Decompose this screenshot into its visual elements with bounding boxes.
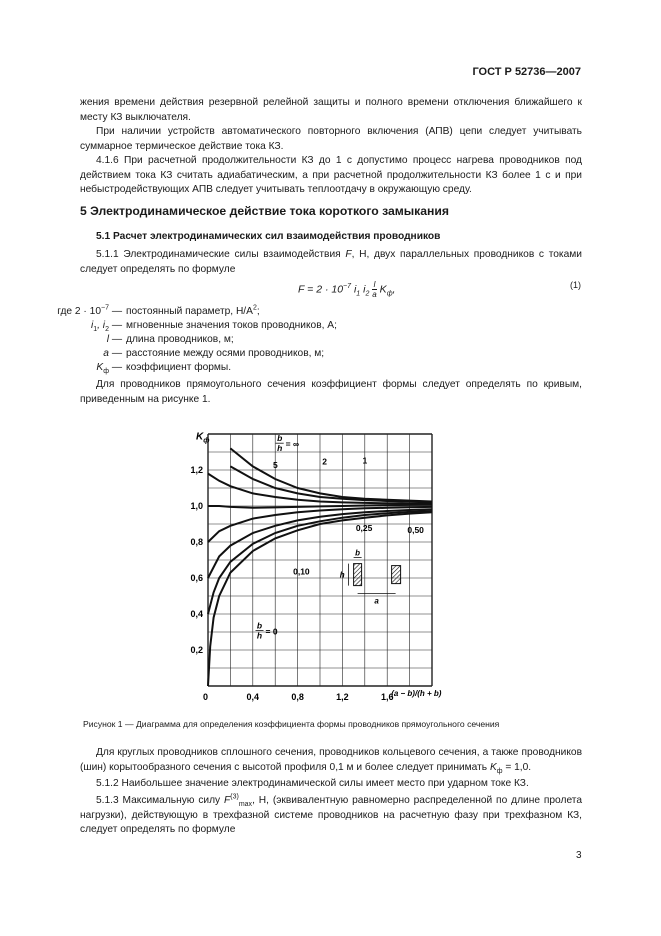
- y-tick-label: 0,8: [190, 537, 203, 547]
- conductor-shape: [392, 566, 401, 584]
- x-axis-label: (a − b)/(h + b): [391, 689, 442, 698]
- figure-caption: Рисунок 1 — Диаграмма для определения коэффициента формы проводников прямоугольного сечения: [83, 719, 500, 729]
- inset-label: h: [339, 570, 345, 580]
- y-axis-label-sub: ф: [203, 437, 210, 445]
- section-title: 5 Электродинамическое действие тока короткого замыкания: [80, 204, 450, 218]
- series-label: b: [277, 433, 283, 444]
- series-label: 1: [362, 455, 368, 466]
- series-label: b: [256, 620, 263, 631]
- subsection-title: 5.1 Расчет электродинамических сил взаимодействия проводников: [96, 231, 441, 242]
- y-tick-label: 1,0: [190, 501, 203, 511]
- definition-desc: длина проводников, м;: [126, 334, 234, 345]
- inset-label: a: [374, 596, 379, 606]
- series-label: h: [256, 630, 263, 641]
- paragraph: При наличии устройств автоматического повторного включения (АПВ) цепи следует учитывать суммарное термическое действие тока КЗ.: [80, 126, 582, 152]
- paragraph: жения времени действия резервной релейной защиты и полного времени отключения ближайшего к месту КЗ выключателя.: [80, 97, 582, 123]
- series-label: 5: [272, 460, 278, 471]
- y-tick-label: 0,2: [190, 645, 203, 655]
- conductor-shape: [354, 564, 362, 586]
- definition-term: $K_ф$ —: [96, 362, 122, 376]
- x-tick-label: 1,2: [336, 692, 349, 702]
- definition-term: l —: [106, 334, 122, 345]
- definition-desc: коэффициент формы.: [126, 362, 232, 373]
- y-tick-label: 0,4: [190, 609, 203, 619]
- inset-label: b: [355, 548, 361, 558]
- paragraph: 4.1.6 При расчетной продолжительности КЗ до 1 с допустимо процесс нагрева проводников под действием тока КЗ считать адиабатическим, а при расчетной продолжительности КЗ более 1 с и при небыстродействующих АПВ следует учитывать теплоотдачу в окружающую среду.: [80, 155, 582, 195]
- definition-desc: постоянный параметр, $Н/А^2$;: [126, 304, 260, 317]
- series-label: 2: [322, 456, 327, 467]
- paragraph-5-1-1: 5.1.1 Электродинамические силы взаимодействия F, Н, двух параллельных проводников с токами следует определять по формуле: [80, 249, 582, 275]
- chart-labels: [196, 431, 442, 698]
- formula-number: (1): [570, 280, 581, 290]
- x-tick-label: 0,4: [246, 692, 260, 702]
- x-tick-label: 0,8: [291, 692, 304, 702]
- series-line: [230, 448, 432, 501]
- series-label: = 0: [265, 626, 278, 637]
- document-header: ГОСТ Р 52736—2007: [472, 66, 581, 78]
- paragraph-5-1-2: 5.1.2 Наибольшее значение электродинамической силы имеет место при ударном токе КЗ.: [96, 778, 529, 789]
- y-tick-label: 0,6: [190, 573, 203, 583]
- paragraph: Для круглых проводников сплошного сечения, проводников кольцевого сечения, а также проводников (шин) корытообразного сечения с высотой профиля 0,1 м и более следует принимать $K_ф = 1,0$.: [80, 747, 582, 775]
- series-label: 0,25: [355, 523, 373, 534]
- figure-1-chart: [180, 408, 450, 708]
- y-tick-label: 1,2: [190, 465, 203, 475]
- y-axis-label: $K_ф$: [196, 431, 210, 445]
- definition-desc: расстояние между осями проводников, м;: [126, 348, 325, 359]
- definition-term: a —: [103, 348, 122, 359]
- definition-term: где $2 \cdot 10^{-7}$ —: [57, 304, 122, 317]
- series-label: 0,50: [407, 525, 424, 535]
- formula-1: $F = 2 \cdot 10^{-7}$ $i_1$ $i_2$ $\frac{l}{a}$ $K_ф$,: [298, 280, 396, 299]
- definition-desc: мгновенные значения токов проводников, А;: [126, 320, 337, 331]
- paragraph-5-1-3: 5.1.3 Максимальную силу $F^{(3)}_{max}$, Н, (эквивалентную равномерно распределенной по длине пролета нагрузки), действующую в трехфазной системе проводников на расчетную фазу при трехфазном КЗ, следует определять по формуле: [80, 793, 582, 835]
- x-tick-label: 0: [202, 692, 208, 702]
- definition-term: $i_1$, $i_2$ —: [90, 320, 122, 334]
- series-label: 0,10: [293, 566, 310, 577]
- paragraph: Для проводников прямоугольного сечения коэффициент формы следует определять по кривым, приведенным на рисунке 1.: [80, 379, 582, 405]
- series-label: h: [277, 443, 283, 454]
- x-tick-label: 1,6: [380, 692, 394, 702]
- page-number: 3: [576, 850, 582, 861]
- series-label: = ∞: [285, 439, 300, 450]
